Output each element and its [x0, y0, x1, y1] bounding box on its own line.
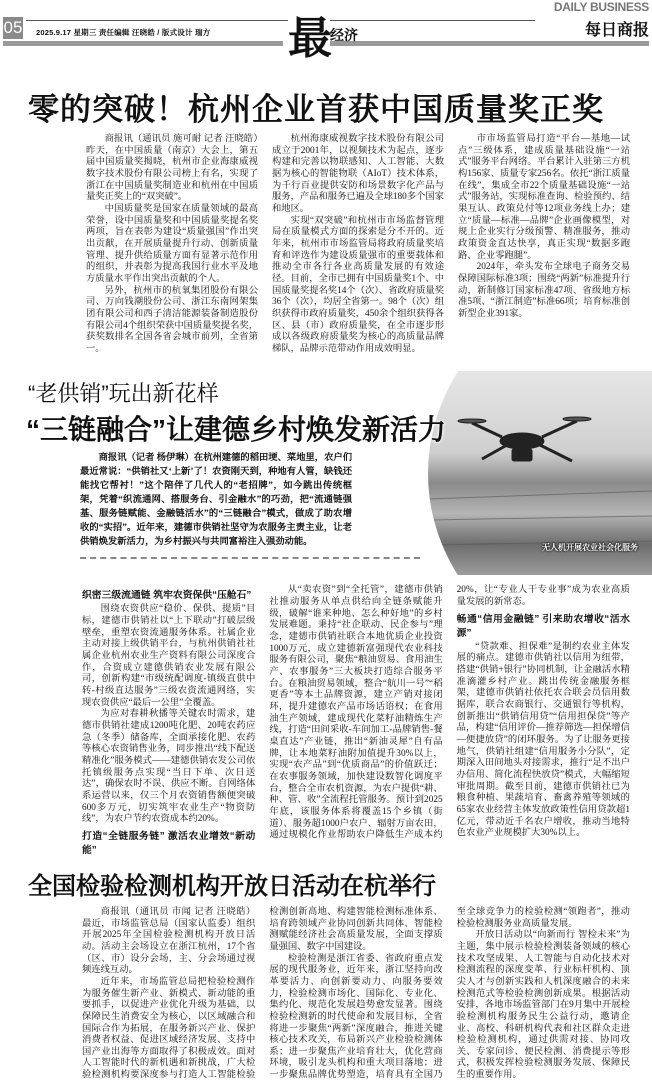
page-number: 05	[3, 18, 23, 37]
paragraph: 另外，杭州市的杭氧集团股份有限公司、万向钱潮股份公司、浙江东南网架集团有限公司和西子清洁能源装备制造股份有限公司4个组织荣获中国质量奖提名奖，获奖数排名全国各省会城市前列，全省第一。	[86, 285, 258, 354]
paragraph: 从“卖农资”到“全托管”，建德市供销社推动服务从单点供给向全链条赋能升级，破解“谁来种地、怎么种好地”的乡村发展难题。秉持“社企联动、民企参与”理念，建德市供销社联合本地优质企业投资1000万元，成立建德新富强现代农业科技服务有限公司，聚焦“粮油贸易、食用油生产、农事服务”三大板块打造综合服务平台。在粮油贸易领域，整合“航川一号”“稻更香”等本土品牌资源，建立产销对接闭环，提升建德农产品市场话语权；在食用油生产领域，建成现代化菜籽油精炼生产线，打造“田间采收-车间加工-品牌销售-餐桌直达”产业链，推出“新油灵犀”自有品牌，让本地菜籽油附加值提升30%以上，实现“农产品”到“优质商品”的价值跃迁；在农事服务领域，加快建设数智化调度平台，整合全市农机资源，为农户提供“耕、种、管、收”全流程托管服务。预计到2025年底，该服务体系将覆盖15个乡镇（街道）、服务超1000户农户、辐射万亩农田，通过规模化作业帮助农户降低生产成本约20%，让“专业人干专业事”成为农业高质量发展的新常态。	[269, 585, 630, 841]
paragraph: 实现“双突破”和杭州市市场监督管理局在质量模式方面的探索是分不开的。近年来，杭州市市场监管局将政府质量奖培育和评选作为建设质量强市的重要载体和推动全市各行各业高质量发展的有效途径。目前，全市已拥有中国质量奖1个、中国质量奖提名奖14个（次）、省政府质量奖36个（次），均居全省第一。98个（次）组织获得市政府质量奖，450余个组织获得各区、县（市）政府质量奖，在全市逐步形成以各级政府质量奖为核心的高质量品牌梯队，品牌示范带动作用成效明显。	[272, 215, 444, 354]
article2-subtitle: “老供销”玩出新花样	[28, 381, 219, 407]
article2-header	[0, 373, 652, 585]
article2-body	[82, 585, 630, 855]
lead-paragraph: 商报讯（记者 杨伊琳）在杭州建德的稻田埂、菜地里，农户们最近常说：“供销社又‘上新’了！农资刚天到，种地有人管，缺钱还能找它帮衬！”这个陪伴了几代人的“老招牌”，如今跳出传统框架，凭着“织流通网、搭服务台、引金融水”的巧劲，把“流通链强基、服务链赋能、金融链活水”的“三链融合”模式，做成了助农增收的“实招”。近年来，建德市供销社坚守为农服务主责主业，让老供销焕发新活力，为乡村振兴与共同富裕注入强劲动能。	[80, 453, 352, 548]
article3-headline: 全国检验检测机构开放日活动在杭举行	[28, 872, 436, 900]
dateline: 2025.9.17 星期三 责任编辑 汪晓皓 / 版式设计 瑞方	[36, 28, 211, 37]
section-heading: 畅通“信用金融链” 引来助农增收“活水源”	[456, 613, 630, 639]
article2-headline: “三链融合”让建德乡村焕发新活力	[26, 414, 447, 446]
header-rule	[330, 20, 535, 21]
page-content	[0, 84, 652, 1082]
article1-body	[86, 134, 630, 355]
paragraph: 商报讯（通讯员 市闻 记者 汪晓皓）最近，市场监管总局（国家认监委）组织开展2025年全国检验检测机构开放日活动。活动主会场设立在浙江杭州，17个省（区、市）设分会场，主、分会场通过视频连线互动。	[82, 906, 256, 976]
article1-headline: 零的突破！杭州企业首获中国质量奖正奖	[28, 92, 604, 127]
header-rule	[26, 20, 288, 21]
header-bar	[330, 41, 649, 46]
section-heading: 织密三级流通链 筑牢农资保供“压舱石”	[82, 590, 252, 602]
brand-english: DAILY BUSINESS	[553, 0, 649, 14]
article3-body	[82, 907, 630, 1082]
header-bar	[3, 41, 283, 46]
paragraph: 市市场监管局打造“平台—基地—试点”三级体系，建成质量基础设施“一站式”服务平台网络。平台累计入驻第三方机构156家、质量专家256名。依托“浙江质量在线”，集成全市22个质量基础设施“一站式”服务站，实现标准查询、检验预约、结果互认、政策兑付等12项业务线上办；建立“质量—标准—品牌”企业画像模型，对规上企业实行分级预警、精准服务，推动政策资金直达快享，真正实现“数据多跑路、企业零跑腿”。	[458, 134, 630, 261]
paragraph: 2024年，牵头发布全球电子商务交易保障国际标准3项；围绕“两新”标准提升行动，新制修订国家标准47项、省级地方标准5项、“浙江制造”标准66项；培育标准创新型企业391家。	[458, 262, 630, 319]
section-logo-char: 最	[288, 13, 332, 64]
paragraph: 为应对春耕秋播等关键农时需求，建德市供销社建成1200吨化肥、20吨农药应急（冬季）储备库，全面承接化肥、农药等核心农资销售业务，同步推出“线下配送精准化”服务模式——建德供销农发公司依托镇级服务点实现“当日下单、次日送达”，确保农时不误、供应不断。自网络体系运营以来，仅三个月农资销售额便突破600多万元，切实筑牢农业生产“物资防线”，为农户节约农资成本约20%。	[82, 709, 256, 825]
paragraph: 围绕农资供应“稳价、保供、提质”目标，建德市供销社以“上下联动”打破层级壁垒，重塑农资流通服务体系。社属企业主动对接上级供销平台，与杭州供销社社属企业杭州农业生产资料有限公司深度合作，合资成立建德供销农业发展有限公司，创新构建“市级统配调度-镇级直供中转-村级直达服务”三级农资流通网络，实现农资供应“最后一公里”全覆盖。	[82, 604, 256, 708]
article2-lead	[80, 451, 352, 549]
paragraph: 检验检测是浙江省委、省政府重点发展的现代服务业，近年来，浙江坚持向改革要活力、向创新要动力、向服务要效力，检验检测市场化、国际化、专业化、集约化、规范化发展趋势愈发显著。围绕检验检测新的时代使命和发展目标，全省将进一步聚焦“两新”深度融合，推进关键核心技术攻关，布局新兴产业检验检测体系；进一步聚焦产业培育壮大，优化营商环境，吸引龙头机构和重大项目落地；进一步聚焦品牌优势塑造，培育具有全国乃至全球竞争力的检验检测“领跑者”，推动检验检测服务业高质量发展。	[269, 906, 630, 1081]
photo-caption: 无人机开展农业社会化服务	[542, 543, 638, 553]
section-heading: 打造“全链服务链” 激活农业增效“新动能”	[82, 830, 256, 856]
paragraph: 中国质量奖是国家在质量领域的最高荣誉，设中国质量奖和中国质量奖提名奖两项，旨在表彰为建设“质量强国”作出突出贡献，在开展质量提升行动、创新质量管理、提升供给质量方面有显著示范作用的组织，并表彰为提高我国行业水平及地方质量水平作出突出贡献的个人。	[86, 203, 258, 284]
brand-chinese: 每日商报	[584, 20, 649, 39]
dashed-divider	[80, 557, 420, 559]
paragraph: 商报讯（通讯员 施可耐 记者 汪晓皓）昨天，在中国质量（南京）大会上，第五届中国质量奖揭晓，杭州市企业海康威视数字技术股份有限公司榜上有名，实现了浙江在中国质量奖制造业和杭州在中国质量奖正奖上的“双突破”。	[86, 134, 258, 203]
paragraph: 近年来，市场监管总局把检验检测作为服务催生新产业、新模式、新动能的重要抓手，以促进产业优化升级为基础，以保障民生消费安全为核心，以区域融合和国际合作为拓展，在服务新兴产业、保护消费者权益、促进区域经济发展、支持中国产业出海等方面取得了积极成效。面对人工智能时代的新机遇和新挑战，广大检验检测机构要深度参与打造人工智能检验检测创新高地、构建智能检测标准体系、培育跨领域产业协同创新共同体、智能检测赋能经济社会高质量发展，全面支撑质量强国、数字中国建设。	[82, 906, 443, 1081]
paragraph: 开放日活动以“向新而行 智检未来”为主题，集中展示检验检测装备领域的核心技术攻坚成果、人工智能与自动化技术对检测流程的深度变革、行业标杆机构、顶尖人才与创新实践和人机深度融合的未来检测范式等检验检测创新成果。根据活动安排，各地市场监管部门在9月集中开展检验检测机构服务民生公益行动，邀请企业、高校、科研机构代表和社区群众走进检验检测机构，通过供需对接、协同攻关、专家问诊、便民检测、消费提示等形式，积极发挥检验检测服务发展、保障民生的重要作用。	[456, 930, 630, 1081]
paragraph: 杭州海康威视数字技术股份有限公司成立于2001年，以视频技术为起点，逐步构建和完善以物联感知、人工智能、大数据为核心的智能物联（AIoT）技术体系，为千行百业提供安防和场景数字化产品与服务，产品和服务已遍及全球180多个国家和地区。	[272, 134, 444, 214]
paragraph: “贷款难、担保难”是制约农业主体发展的痛点。建德市供销社以信用为纽带，搭建“供销+银行”协同机制，让金融活水精准滴灌乡村产业。跳出传统金融服务框架，建德市供销社依托农合联会员信用数据库，联合农商银行、交通银行等机构，创新推出“供销信用贷”“信用担保贷”等产品，构建“信用评价—推荐筛选—担保增信—便捷放贷”的闭环服务。为了让服务更接地气，供销社组建“信用服务小分队”，定期深入田间地头对接需求，推行“足不出户办信用、简化流程快放贷”模式，大幅缩短审批周期。截至目前，建德市供销社已为粮食种植、果蔬培育、畜禽养殖等领域的65家农业经营主体发放政策性信用贷款超1亿元，带动近千名农户增收，推动当地特色农业产业规模扩大30%以上。	[456, 641, 630, 839]
section-name: 经济	[330, 27, 358, 43]
